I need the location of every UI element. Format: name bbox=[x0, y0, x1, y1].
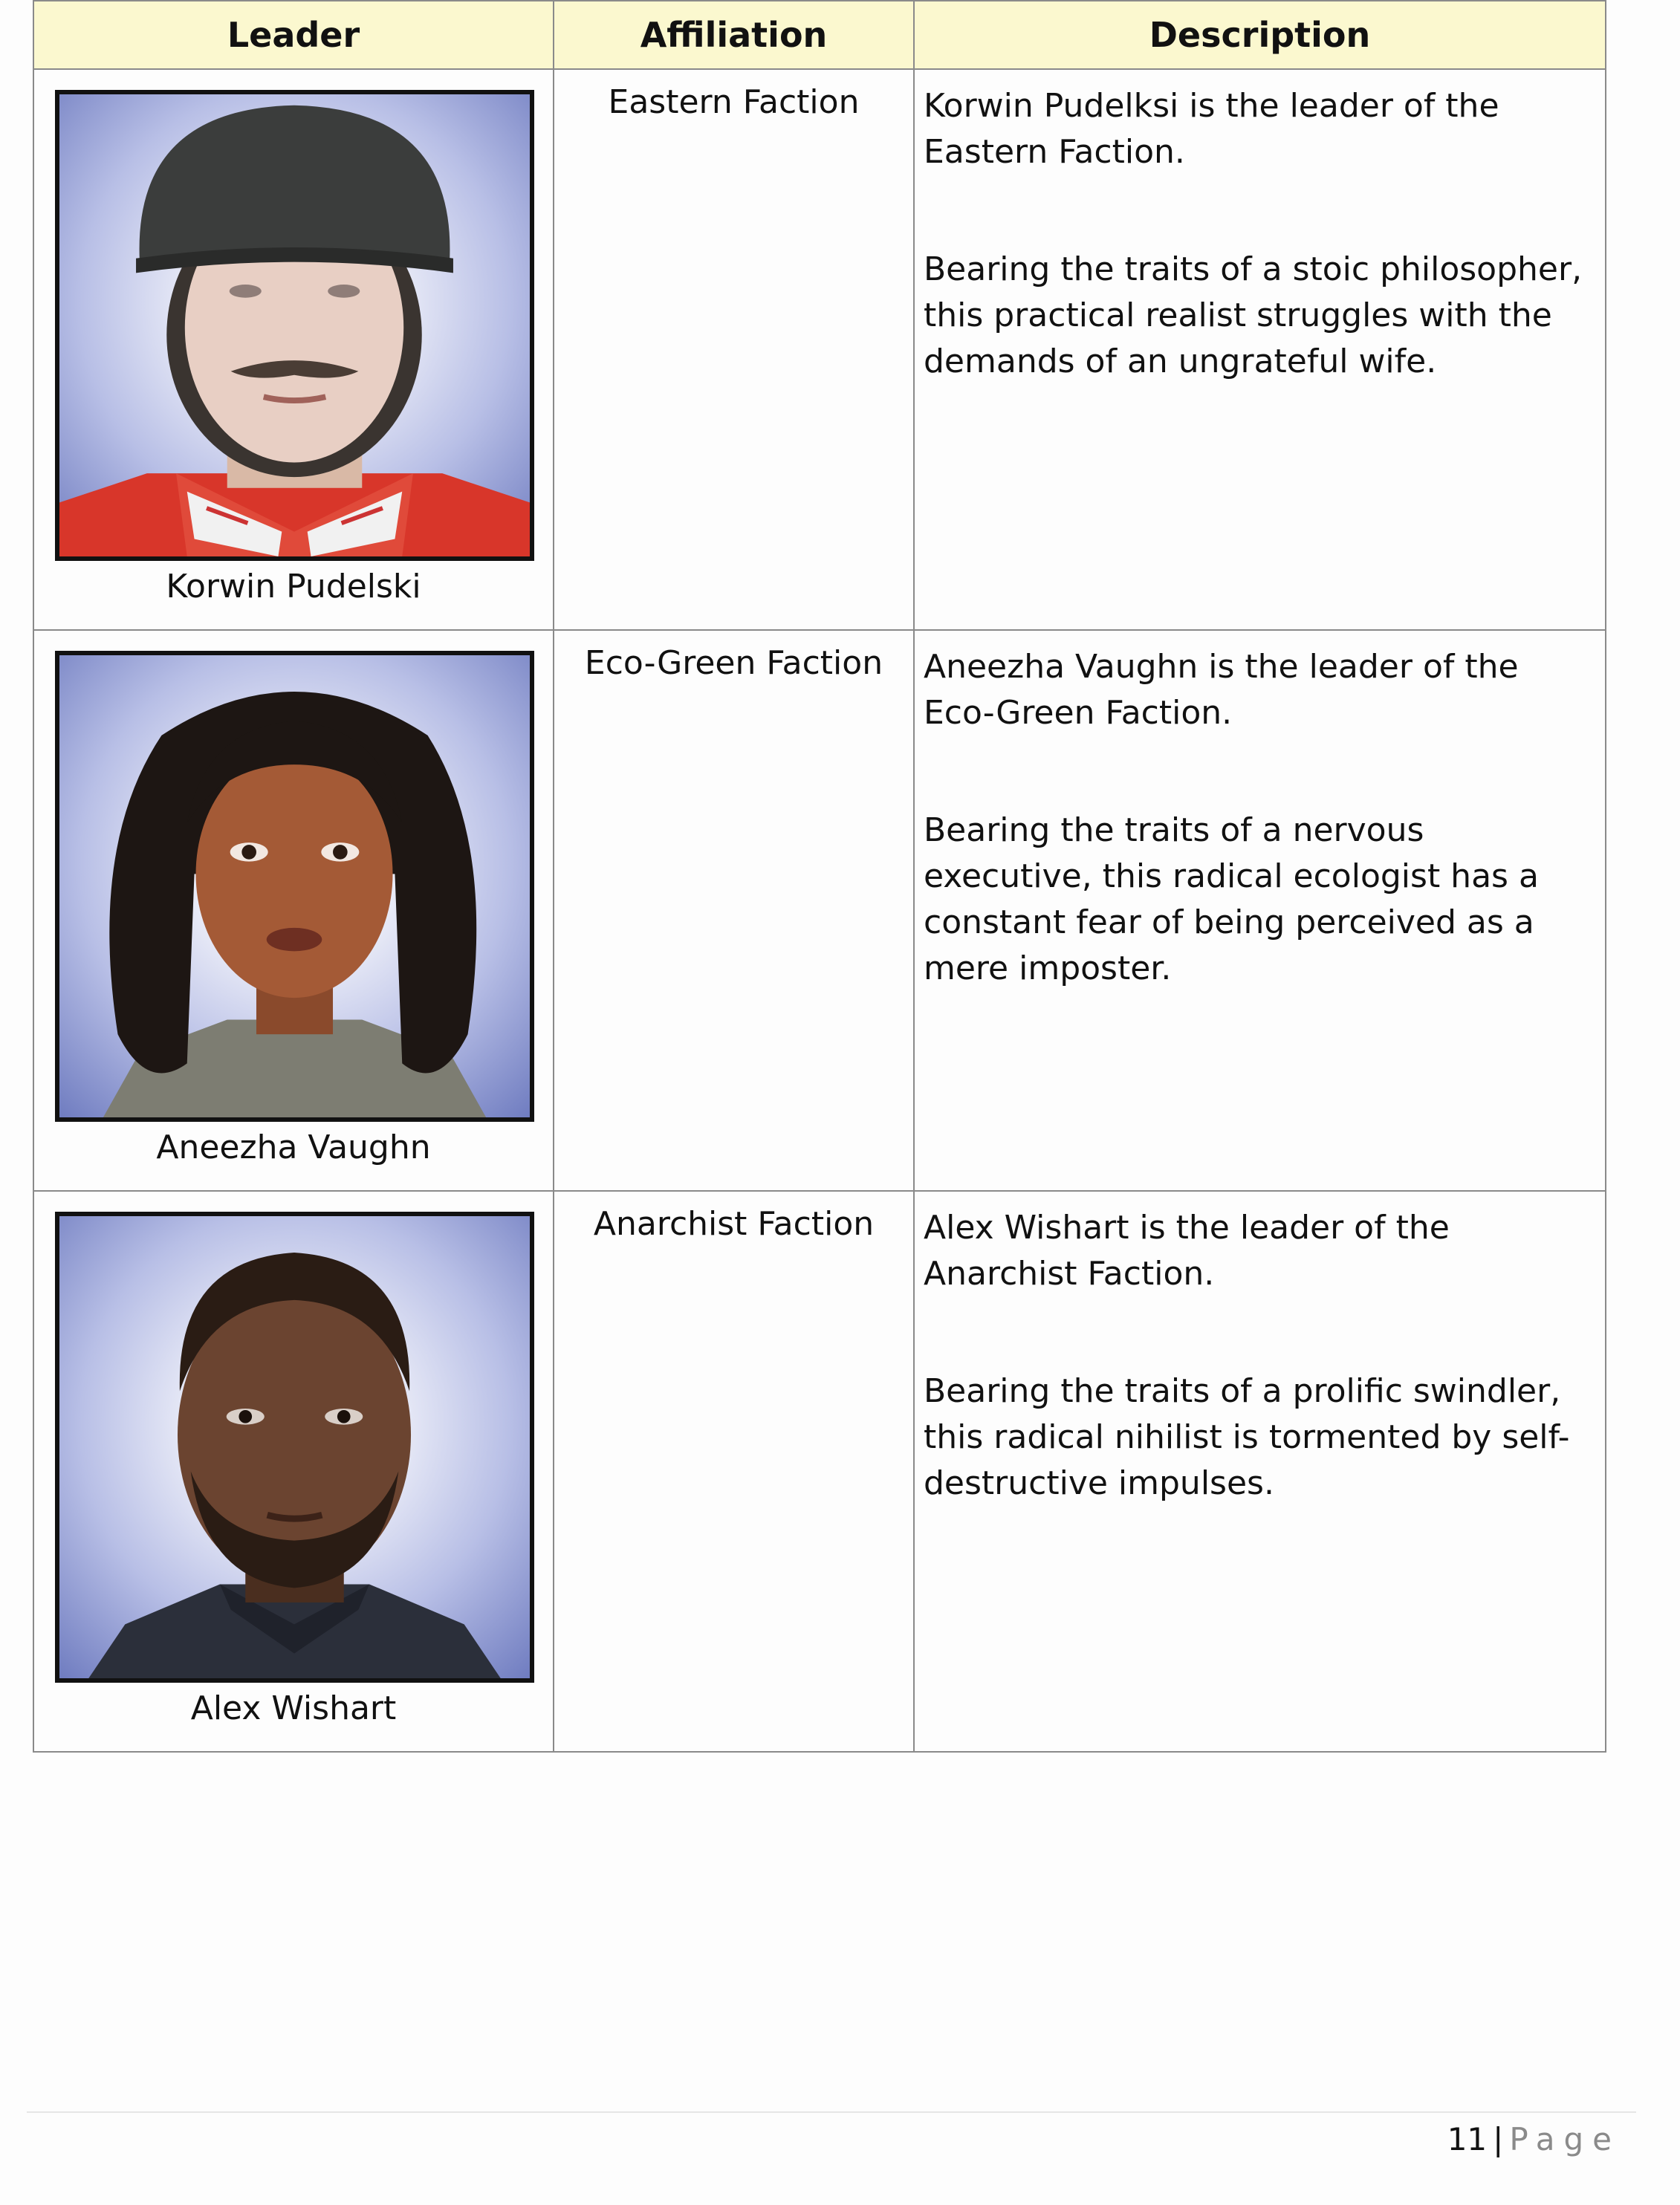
page-number: 11 bbox=[1447, 2121, 1488, 2157]
man-portrait-image bbox=[59, 1216, 530, 1678]
footer-divider bbox=[27, 2111, 1636, 2113]
header-affiliation: Affiliation bbox=[554, 1, 914, 69]
soldier-portrait-image bbox=[59, 94, 530, 556]
portrait-aneezha-vaughn bbox=[55, 651, 534, 1122]
description-traits: Bearing the traits of a nervous executive, this radical ecologist has a constant fear of being perceived as a mere imposter. bbox=[924, 811, 1539, 987]
description-traits: Bearing the traits of a prolific swindler, this radical nihilist is tormented by self-destructive impulses. bbox=[924, 1372, 1570, 1502]
leaders-table bbox=[33, 0, 1606, 1753]
affiliation-cell: Eco-Green Faction bbox=[554, 630, 914, 1191]
leader-name: Korwin Pudelski bbox=[166, 568, 421, 605]
header-description: Description bbox=[914, 1, 1606, 69]
description-summary: Aneezha Vaughn is the leader of the Eco-Green Faction. bbox=[924, 648, 1519, 732]
woman-portrait-image bbox=[59, 655, 530, 1117]
description-summary: Alex Wishart is the leader of the Anarchist Faction. bbox=[924, 1209, 1450, 1293]
page-separator: | bbox=[1493, 2121, 1504, 2157]
description-traits: Bearing the traits of a stoic philosopher, this practical realist struggles with the demands of an ungrateful wife. bbox=[924, 250, 1583, 380]
description-cell bbox=[914, 69, 1606, 630]
page-label: Page bbox=[1509, 2121, 1621, 2157]
leader-name: Aneezha Vaughn bbox=[156, 1129, 431, 1166]
portrait-korwin-pudelski bbox=[55, 90, 534, 561]
table-row bbox=[33, 69, 1606, 630]
description-cell bbox=[914, 1191, 1606, 1752]
affiliation-cell: Anarchist Faction bbox=[554, 1191, 914, 1752]
table-header-row bbox=[33, 1, 1606, 69]
affiliation-cell: Eastern Faction bbox=[554, 69, 914, 630]
description-summary: Korwin Pudelksi is the leader of the Eastern Faction. bbox=[924, 87, 1499, 171]
portrait-alex-wishart bbox=[55, 1212, 534, 1683]
description-cell bbox=[914, 630, 1606, 1191]
leader-cell bbox=[33, 69, 554, 630]
table-row bbox=[33, 630, 1606, 1191]
table-row bbox=[33, 1191, 1606, 1752]
leader-cell bbox=[33, 630, 554, 1191]
header-leader: Leader bbox=[33, 1, 554, 69]
leader-name: Alex Wishart bbox=[190, 1689, 397, 1727]
page-footer bbox=[1447, 2121, 1621, 2157]
leader-cell bbox=[33, 1191, 554, 1752]
